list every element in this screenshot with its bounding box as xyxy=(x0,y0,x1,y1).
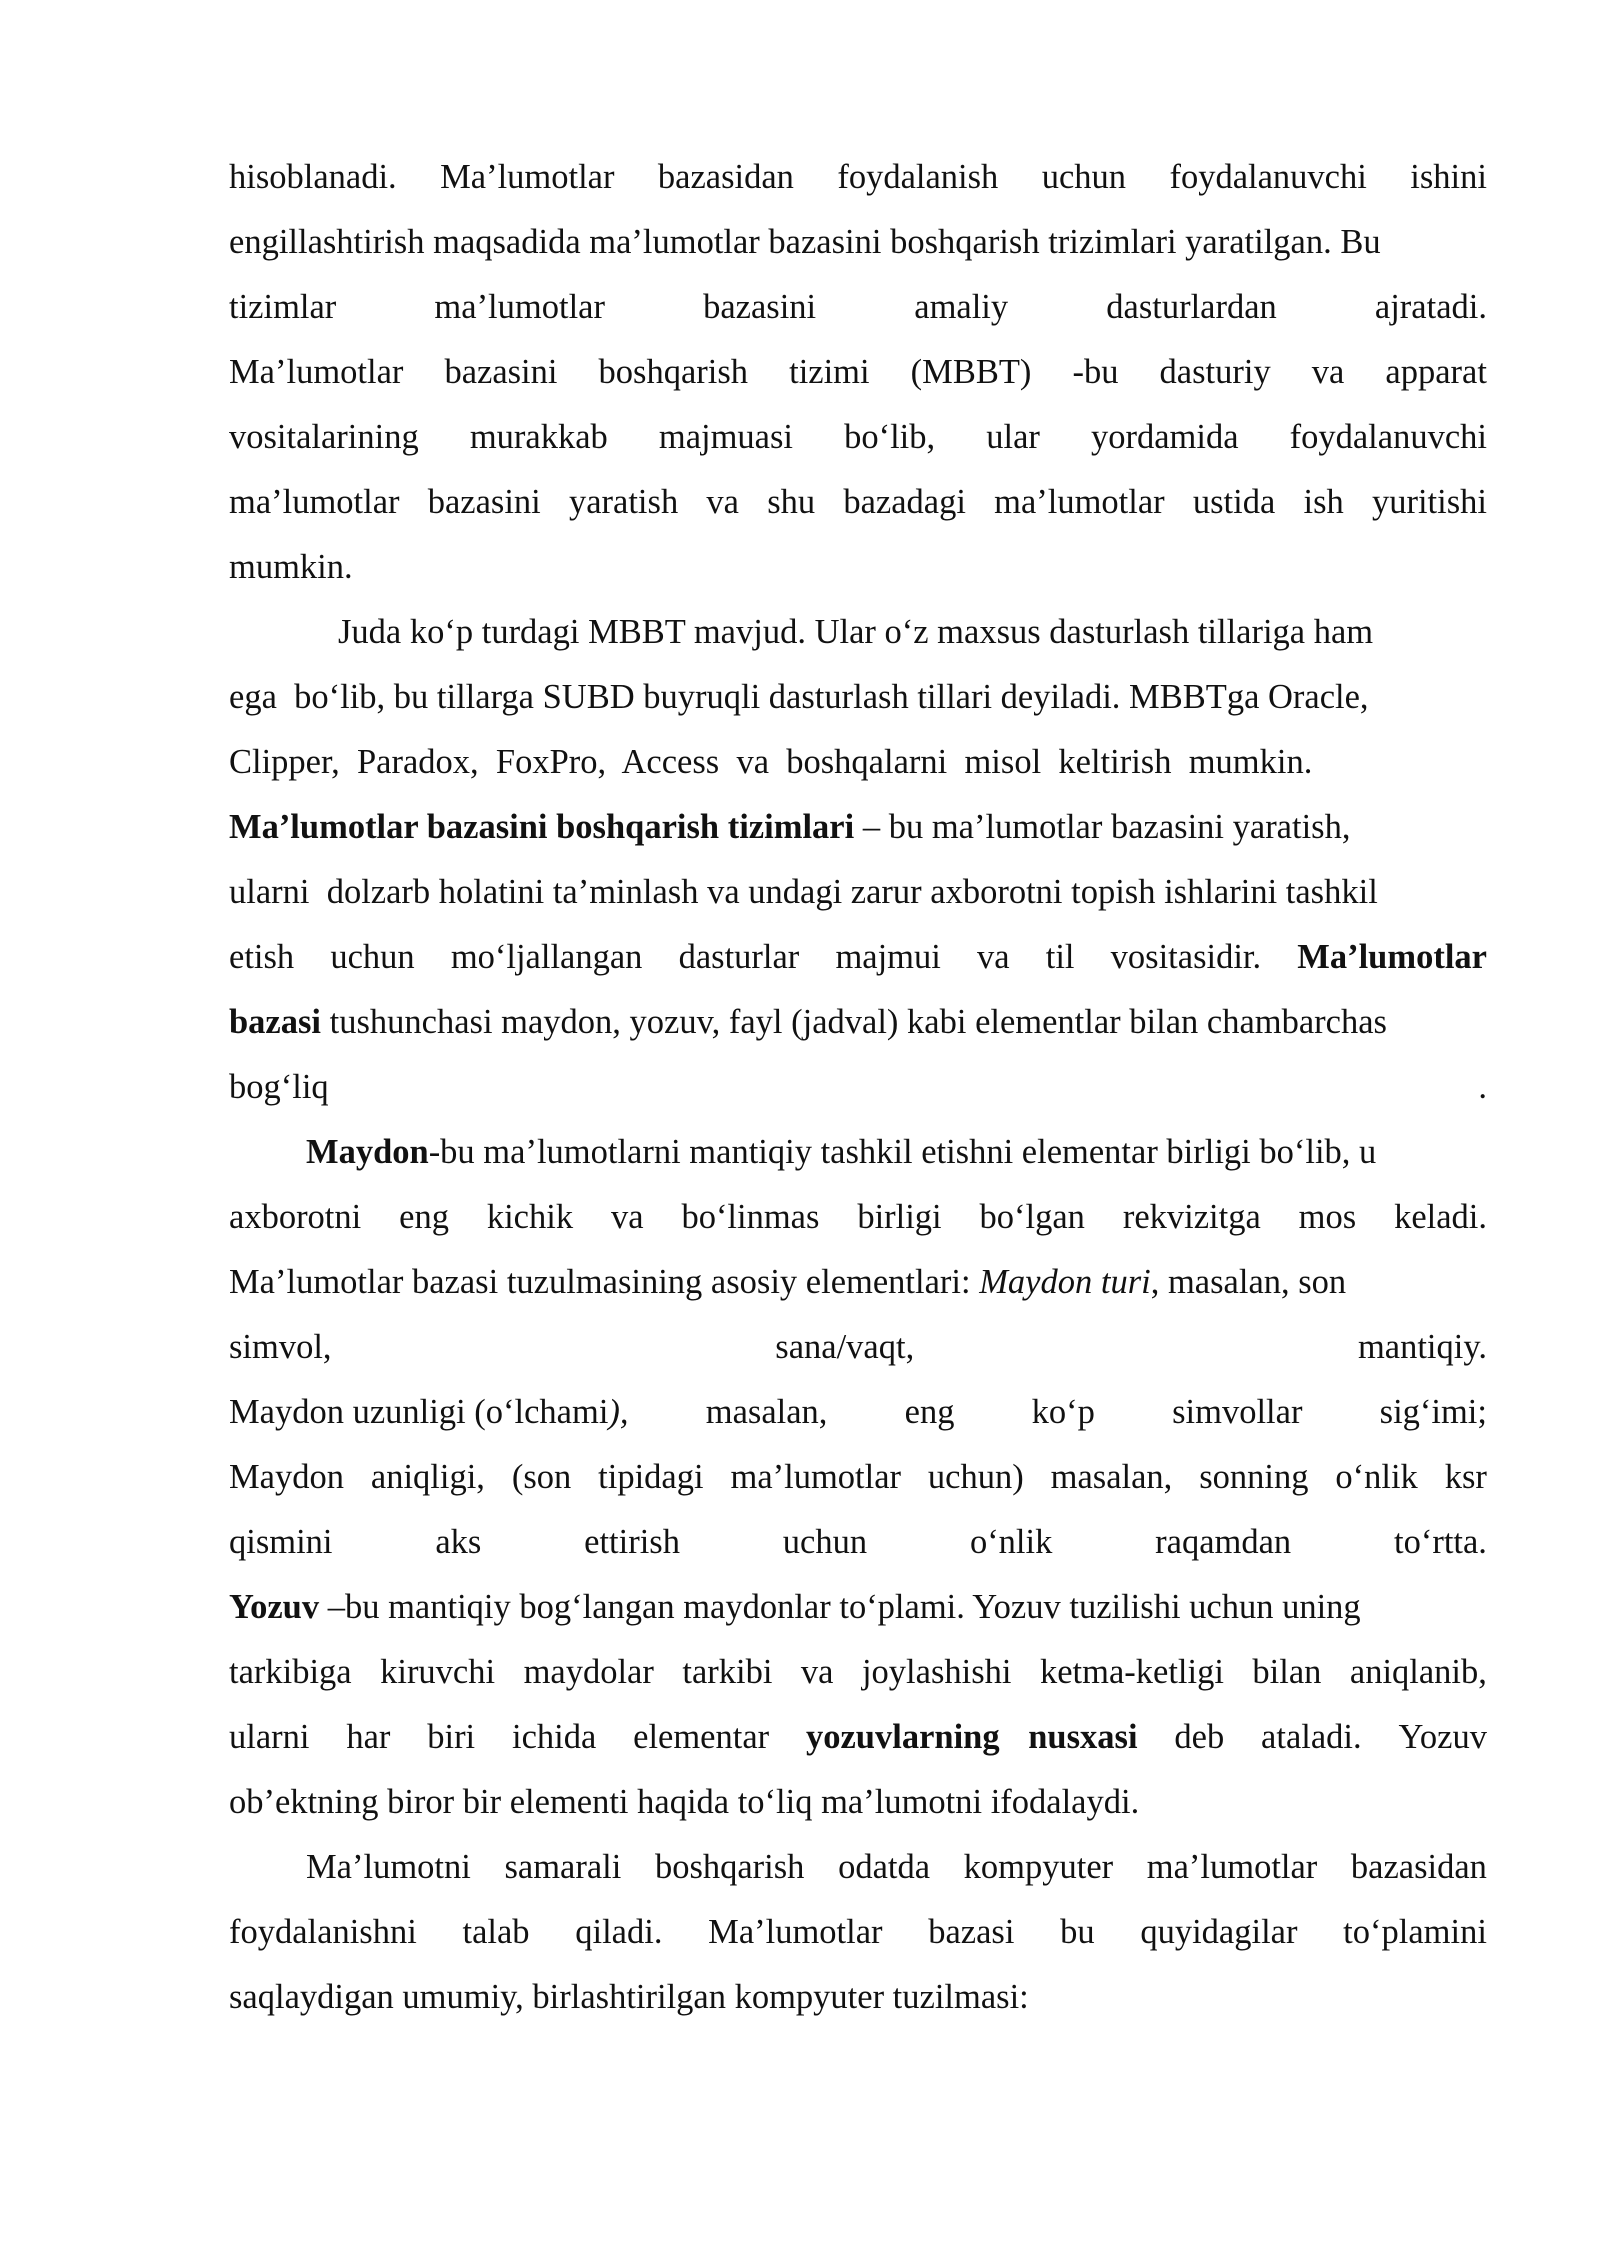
word: ichida xyxy=(512,1718,597,1756)
word: eng xyxy=(399,1198,449,1236)
word: simvollar xyxy=(1172,1393,1303,1431)
word: bo‘linmas xyxy=(681,1198,820,1236)
word: deb xyxy=(1174,1718,1225,1756)
text-line xyxy=(229,1640,1487,1705)
word: apparat xyxy=(1385,353,1487,391)
word: birligi xyxy=(857,1198,942,1236)
word: uchun xyxy=(330,938,415,976)
text-line xyxy=(229,210,1487,275)
word: majmui xyxy=(835,938,941,976)
word: ma’lumotlar xyxy=(994,483,1165,521)
text-line xyxy=(229,275,1487,340)
word: biri xyxy=(427,1718,476,1756)
word: hisoblanadi. xyxy=(229,158,397,196)
word: ketma-ketligi xyxy=(1039,1653,1224,1691)
word: bog‘liq xyxy=(229,1068,329,1106)
word: Maydon xyxy=(229,1458,344,1496)
line-text: mumkin. xyxy=(229,548,353,586)
word: bazasini xyxy=(703,288,817,326)
word: rekvizitga xyxy=(1122,1198,1261,1236)
word: mantiqiy. xyxy=(1357,1328,1487,1366)
word: tarkibiga xyxy=(229,1653,352,1691)
word: Ma’lumotlar xyxy=(708,1913,883,1951)
text-line xyxy=(229,730,1487,795)
text-line xyxy=(229,1705,1487,1770)
word: dasturiy xyxy=(1159,353,1271,391)
text-line xyxy=(229,1510,1487,1575)
word: o‘nlik xyxy=(1335,1458,1418,1496)
word: Ma’lumotni xyxy=(306,1848,471,1886)
word: ksr xyxy=(1444,1458,1487,1496)
text-line xyxy=(229,600,1487,665)
word: foydalanuvchi xyxy=(1169,158,1367,196)
text-line xyxy=(229,145,1487,210)
word: ma’lumotlar xyxy=(434,288,605,326)
word: ularni xyxy=(229,1718,310,1756)
line-text-rest: -bu ma’lumotlarni mantiqiy tashkil etishni elementar birligi bo‘lib, u xyxy=(428,1133,1377,1171)
word: ataladi. xyxy=(1261,1718,1362,1756)
italic-term: ), xyxy=(608,1393,629,1431)
italic-term: Maydon turi xyxy=(979,1263,1151,1301)
line-text xyxy=(229,1380,629,1445)
word: boshqarish xyxy=(598,353,749,391)
word: tipidagi xyxy=(598,1458,704,1496)
word: kichik xyxy=(486,1198,574,1236)
word: (son xyxy=(511,1458,572,1496)
word: simvol, xyxy=(229,1328,332,1366)
word: ular xyxy=(986,418,1040,456)
word: to‘plamini xyxy=(1343,1913,1487,1951)
word: sig‘imi; xyxy=(1379,1393,1487,1431)
document-body xyxy=(229,145,1487,2030)
word: etish xyxy=(229,938,295,976)
word: masalan, xyxy=(705,1393,828,1431)
word: o‘nlik xyxy=(969,1523,1053,1561)
word: uchun xyxy=(782,1523,868,1561)
text-line xyxy=(229,340,1487,405)
text-line xyxy=(229,1445,1487,1510)
word: maydolar xyxy=(523,1653,654,1691)
word: ma’lumotlar xyxy=(1146,1848,1318,1886)
word: dasturlardan xyxy=(1106,288,1277,326)
word: mos xyxy=(1298,1198,1357,1236)
word: yordamida xyxy=(1090,418,1239,456)
word: aks xyxy=(435,1523,482,1561)
word: amaliy xyxy=(914,288,1009,326)
word: Ma’lumotlar xyxy=(440,158,615,196)
word: har xyxy=(346,1718,391,1756)
word: murakkab xyxy=(469,418,608,456)
word: -bu xyxy=(1072,353,1119,391)
text-line xyxy=(229,1575,1487,1640)
text-line xyxy=(229,1250,1487,1315)
word: tizimi xyxy=(789,353,870,391)
word: boshqarish xyxy=(654,1848,805,1886)
word: Yozuv xyxy=(1398,1718,1487,1756)
word: ko‘p xyxy=(1031,1393,1095,1431)
text-line xyxy=(229,1120,1487,1185)
word: masalan, xyxy=(1050,1458,1173,1496)
text-line xyxy=(229,1965,1487,2030)
word: (MBBT) xyxy=(910,353,1032,391)
word: Ma’lumotlar xyxy=(229,353,404,391)
line-text: ularni dolzarb holatini ta’minlash va undagi zarur axborotni topish ishlarini tashkil xyxy=(229,873,1378,911)
bold-term: Maydon xyxy=(306,1133,429,1171)
word: ishini xyxy=(1410,158,1487,196)
word: bu xyxy=(1060,1913,1095,1951)
bold-term: yozuvlarning nusxasi xyxy=(805,1718,1138,1756)
line-text xyxy=(306,1120,1376,1185)
word: shu xyxy=(767,483,816,521)
word: . xyxy=(1478,1068,1487,1106)
text-line xyxy=(229,470,1487,535)
bold-term: Ma’lumotlar bazasini boshqarish tizimlari xyxy=(229,808,855,846)
word: dasturlar xyxy=(678,938,800,976)
line-text-rest: –bu mantiqiy bog‘langan maydonlar to‘plami. Yozuv tuzilishi uchun uning xyxy=(319,1588,1361,1626)
word: va xyxy=(706,483,739,521)
line-text-pre: Ma’lumotlar bazasi tuzulmasining asosiy elementlari: xyxy=(229,1263,980,1301)
word: elementar xyxy=(633,1718,770,1756)
word: va xyxy=(610,1198,644,1236)
word: va xyxy=(1311,353,1345,391)
word: bilan xyxy=(1252,1653,1322,1691)
word: bazadagi xyxy=(843,483,966,521)
word: til xyxy=(1045,938,1075,976)
word: foydalanishni xyxy=(229,1913,417,1951)
text-line xyxy=(229,1900,1487,1965)
word: ettirish xyxy=(584,1523,680,1561)
word: bo‘lgan xyxy=(979,1198,1085,1236)
word: mo‘ljallangan xyxy=(450,938,643,976)
word: vositasidir. xyxy=(1110,938,1262,976)
text-line xyxy=(229,535,1487,600)
word: to‘rtta. xyxy=(1394,1523,1487,1561)
line-text-rest: – bu ma’lumotlar bazasini yaratish, xyxy=(854,808,1351,846)
line-text xyxy=(229,795,1350,860)
text-line xyxy=(229,1770,1487,1835)
word: yaratish xyxy=(568,483,679,521)
line-text: Juda ko‘p turdagi MBBT mavjud. Ular o‘z maxsus dasturlash tillariga ham xyxy=(338,613,1374,651)
word: eng xyxy=(904,1393,955,1431)
word: joylashishi xyxy=(861,1653,1012,1691)
text-line xyxy=(229,1055,1487,1120)
word: sonning xyxy=(1199,1458,1309,1496)
word: sana/vaqt, xyxy=(775,1328,915,1366)
word: aniqlanib, xyxy=(1349,1653,1487,1691)
word: tizimlar xyxy=(229,288,337,326)
bold-term: bazasi xyxy=(229,1003,322,1041)
text-line xyxy=(229,405,1487,470)
line-text: ega bo‘lib, bu tillarga SUBD buyruqli dasturlash tillari deyiladi. MBBTga Oracle, xyxy=(229,678,1369,716)
text-line xyxy=(229,990,1487,1055)
word: ustida xyxy=(1192,483,1276,521)
word: aniqligi, xyxy=(370,1458,485,1496)
word: ish xyxy=(1303,483,1344,521)
word: bazasi xyxy=(928,1913,1015,1951)
word: kompyuter xyxy=(963,1848,1114,1886)
line-text: engillashtirish maqsadida ma’lumotlar bazasini boshqarish trizimlari yaratilgan. Bu xyxy=(229,223,1381,261)
word: ma’lumotlar xyxy=(730,1458,902,1496)
word: samarali xyxy=(504,1848,622,1886)
word: bazasidan xyxy=(657,158,794,196)
word: foydalanish xyxy=(837,158,999,196)
line-text xyxy=(229,990,1387,1055)
word: tarkibi xyxy=(682,1653,773,1691)
text-line xyxy=(229,1380,1487,1445)
word: odatda xyxy=(838,1848,931,1886)
word: ma’lumotlar xyxy=(229,483,400,521)
word: bazasini xyxy=(427,483,541,521)
line-text: ob’ektning biror bir elementi haqida to‘liq ma’lumotni ifodalaydi. xyxy=(229,1783,1140,1821)
line-text xyxy=(229,1575,1361,1640)
word: bo‘lib, xyxy=(844,418,936,456)
word: uchun) xyxy=(927,1458,1024,1496)
line-text-rest: tushunchasi maydon, yozuv, fayl (jadval) kabi elementlar bilan chambarchas xyxy=(321,1003,1387,1041)
word: bazasidan xyxy=(1350,1848,1487,1886)
line-text: saqlaydigan umumiy, birlashtirilgan kompyuter tuzilmasi: xyxy=(229,1978,1029,2016)
word: axborotni xyxy=(229,1198,362,1236)
text-line xyxy=(229,1185,1487,1250)
word: kiruvchi xyxy=(380,1653,496,1691)
line-text: Clipper, Paradox, FoxPro, Access va boshqalarni misol keltirish mumkin. xyxy=(229,743,1313,781)
bold-term: Yozuv xyxy=(229,1588,320,1626)
word: quyidagilar xyxy=(1140,1913,1298,1951)
word: va xyxy=(977,938,1010,976)
word: uchun xyxy=(1041,158,1127,196)
word: raqamdan xyxy=(1155,1523,1292,1561)
word: va xyxy=(800,1653,834,1691)
word: talab xyxy=(462,1913,530,1951)
text-line xyxy=(229,795,1487,860)
word: yuritishi xyxy=(1371,483,1487,521)
text-line xyxy=(229,1835,1487,1900)
line-text xyxy=(229,1250,1346,1315)
line-text-pre: Maydon uzunligi (o‘lchami xyxy=(229,1393,609,1431)
bold-term: Ma’lumotlar xyxy=(1297,938,1487,976)
word: qiladi. xyxy=(575,1913,663,1951)
word: bazasini xyxy=(444,353,558,391)
word: keladi. xyxy=(1394,1198,1487,1236)
text-line xyxy=(229,925,1487,990)
word: ajratadi. xyxy=(1374,288,1487,326)
word: majmuasi xyxy=(658,418,794,456)
text-line xyxy=(229,665,1487,730)
word: foydalanuvchi xyxy=(1289,418,1487,456)
line-text-post: , masalan, son xyxy=(1150,1263,1347,1301)
word: qismini xyxy=(229,1523,333,1561)
text-line xyxy=(229,1315,1487,1380)
word: vositalarining xyxy=(229,418,419,456)
text-line xyxy=(229,860,1487,925)
